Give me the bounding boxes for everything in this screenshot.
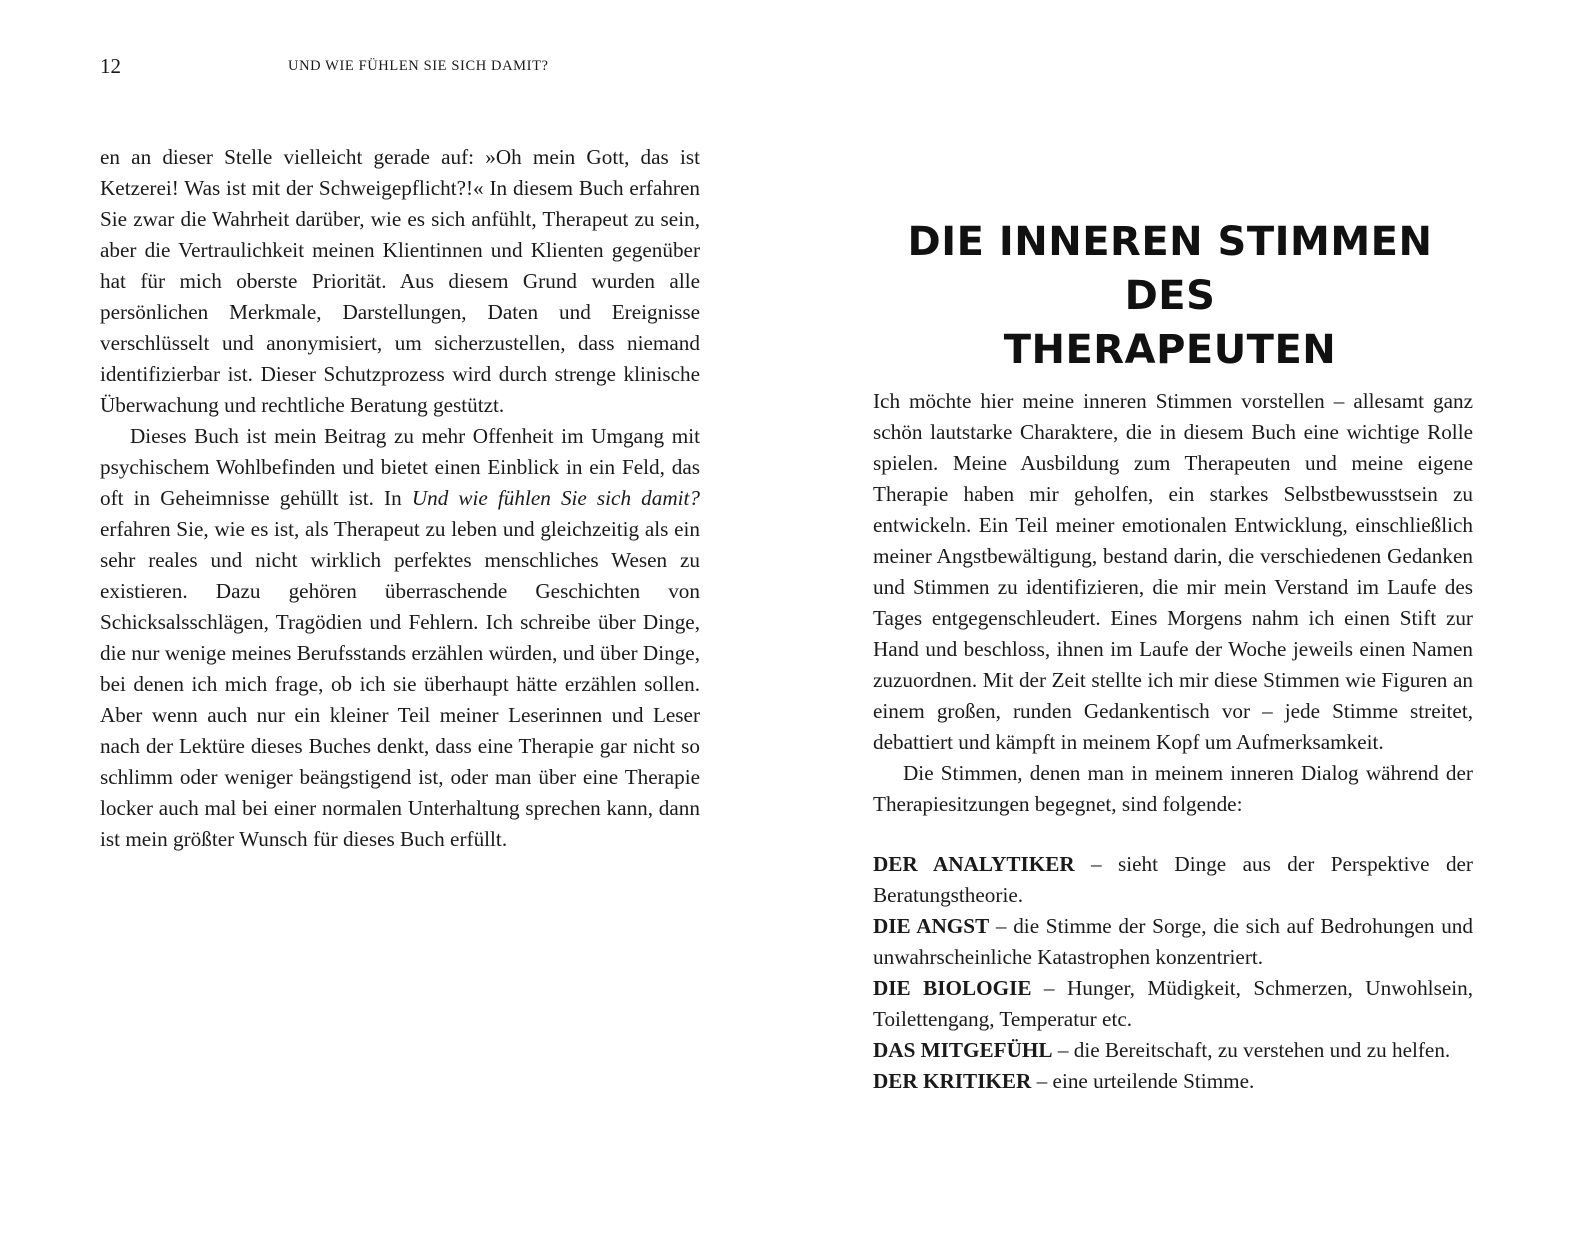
right-paragraph-1: Ich möchte hier meine inneren Stimmen vorstellen – allesamt ganz schön lautstarke Charaktere, die in diesem Buch eine wichtige Rolle spielen. Meine Ausbildung zum Therapeuten und meine eigene Therapie haben mir geholfen, ein starkes Selbstbewusstsein zu entwickeln. Ein Teil meiner emotionalen Entwicklung, einschließlich meiner Angstbewältigung, bestand darin, die verschiedenen Gedanken und Stimmen zu identifizieren, die mir mein Verstand im Laufe des Tages entgegenschleudert. Eines Morgens nahm ich einen Stift zur Hand und beschloss, ihnen im Laufe der Woche jeweils einen Namen zuzuordnen. Mit der Zeit stellte ich mir diese Stimmen wie Figuren an einem großen, runden Gedankentisch vor – jede Stimme streitet, debattiert und kämpft in meinem Kopf um Aufmerksamkeit. bbox=[873, 389, 1473, 754]
list-item bbox=[873, 849, 1473, 911]
list-item bbox=[873, 1066, 1473, 1097]
voice-name: DIE BIOLOGIE bbox=[873, 976, 1032, 1000]
chapter-title-line-2: THERAPEUTEN bbox=[1003, 327, 1337, 373]
page-number: 12 bbox=[100, 54, 121, 78]
voice-name: DER KRITIKER bbox=[873, 1069, 1032, 1093]
voice-description: – die Stimme der Sorge, die sich auf Bedrohungen und unwahrscheinliche Katastrophen konzentriert. bbox=[873, 914, 1473, 969]
voice-list bbox=[873, 849, 1473, 1097]
running-head: UND WIE FÜHLEN SIE SICH DAMIT? bbox=[288, 58, 549, 74]
voice-name: DIE ANGST bbox=[873, 914, 990, 938]
chapter-title-line-1: DIE INNEREN STIMMEN DES bbox=[907, 219, 1433, 319]
left-page-text bbox=[100, 142, 700, 855]
voice-description: – die Bereitschaft, zu verstehen und zu helfen. bbox=[1052, 1038, 1451, 1062]
list-item bbox=[873, 1035, 1473, 1066]
left-paragraph-1: en an dieser Stelle vielleicht gerade auf: »Oh mein Gott, das ist Ketzerei! Was ist mit der Schweigepflicht?!« In diesem Buch erfahren Sie zwar die Wahrheit darüber, wie es sich anfühlt, Therapeut zu sein, aber die Vertraulichkeit meinen Klientinnen und Klienten gegenüber hat für mich oberste Priorität. Aus diesem Grund wurden alle persönlichen Merkmale, Darstellungen, Daten und Ereignisse verschlüsselt und anonymisiert, um sicherzustellen, dass niemand identifizierbar ist. Dieser Schutzprozess wird durch strenge klinische Überwachung und rechtliche Beratung gestützt. bbox=[100, 145, 700, 417]
list-item bbox=[873, 911, 1473, 973]
chapter-title bbox=[870, 215, 1470, 377]
right-paragraph-2: Die Stimmen, denen man in meinem inneren Dialog während der Therapiesitzungen begegnet, sind folgende: bbox=[873, 761, 1473, 816]
voice-name: DER ANALYTIKER bbox=[873, 852, 1075, 876]
left-paragraph-2-end: erfahren Sie, wie es ist, als Therapeut zu leben und gleichzeitig als ein sehr reales und nicht wirklich perfektes menschliches Wesen zu existieren. Dazu gehören überraschende Geschichten von Schicksalsschlägen, Tragödien und Fehlern. Ich schreibe über Dinge, die nur wenige meines Berufsstands erzählen würden, und über Dinge, bei denen ich mich frage, ob ich sie überhaupt hätte erzählen sollen. Aber wenn auch nur ein kleiner Teil meiner Leserinnen und Leser nach der Lektüre dieses Buches denkt, dass eine Therapie gar nicht so schlimm oder weniger beängstigend ist, oder man über eine Therapie locker auch mal bei einer normalen Unterhaltung sprechen kann, dann ist mein größter Wunsch für dieses Buch erfüllt. bbox=[100, 517, 700, 851]
book-title-italic: Und wie fühlen Sie sich damit? bbox=[411, 486, 700, 510]
voice-name: DAS MITGEFÜHL bbox=[873, 1038, 1053, 1062]
voice-description: – eine urteilende Stimme. bbox=[1031, 1069, 1255, 1093]
voice-description: – Hunger, Müdigkeit, Schmerzen, Unwohlsein, Toilettengang, Temperatur etc. bbox=[873, 976, 1473, 1031]
right-page-text bbox=[873, 386, 1473, 820]
left-paragraph-2 bbox=[100, 421, 700, 855]
list-item bbox=[873, 973, 1473, 1035]
left-paragraph-2-start: Dieses Buch ist mein Beitrag zu mehr Offenheit im Umgang mit psychischem Wohlbefinden und bietet einen Einblick in ein Feld, das oft in Geheimnisse gehüllt ist. In bbox=[100, 424, 700, 510]
voice-description: – sieht Dinge aus der Perspektive der Beratungstheorie. bbox=[873, 852, 1473, 907]
